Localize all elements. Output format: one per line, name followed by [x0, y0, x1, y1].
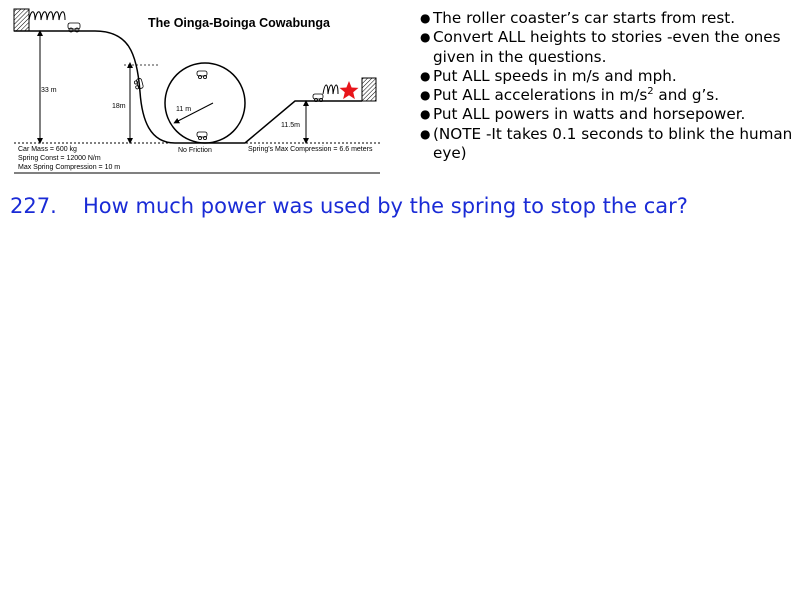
bullet-icon: ● [420, 68, 431, 83]
list-item: ● Put ALL accelerations in $m/s^2$ and g’s. [420, 86, 720, 105]
right-wall-block [362, 78, 376, 101]
bullet-icon: ● [420, 11, 431, 25]
question-number: 227. [10, 194, 57, 218]
loop-radius-label: 11 m [176, 106, 192, 113]
bullet-icon: ● [420, 107, 431, 122]
star-icon [340, 81, 359, 99]
bullet-icon: ● [420, 88, 431, 103]
list-item: ● Convert ALL heights to stories -even the ones given in the questions. [420, 28, 781, 66]
bullet-icon: ● [420, 30, 431, 45]
left-wall-block [14, 9, 29, 31]
height-33m-label: 33 m [41, 87, 57, 94]
list-item: ● Put ALL speeds in m/s and mph. [420, 66, 677, 85]
question [10, 194, 790, 218]
instruction-list [420, 9, 795, 163]
coaster-track [14, 31, 362, 143]
question-text: How much power was used by the spring to stop the car? [83, 194, 688, 218]
car-mass-label: Car Mass = 600 kg [18, 146, 77, 153]
list-item: ● Put ALL powers in watts and horsepower. [420, 105, 746, 124]
roller-coaster-diagram [0, 0, 400, 180]
coaster-car-icon [197, 71, 207, 79]
max-compression-label: Spring's Max Compression = 6.6 meters [248, 146, 373, 153]
height-18m-label: 18m [112, 103, 126, 110]
stopping-spring-icon [323, 85, 338, 94]
launch-spring-icon [29, 12, 65, 20]
no-friction-label: No Friction [178, 147, 212, 154]
spring-const-label: Spring Const = 12000 N/m [18, 155, 101, 162]
list-item: ● (NOTE -It takes 0.1 seconds to blink the human eye) [420, 124, 793, 163]
list-item: ● The roller coaster’s car starts from rest. [420, 9, 736, 27]
max-spring-compression-label: Max Spring Compression = 10 m [18, 164, 121, 171]
diagram-title: The Oinga-Boinga Cowabunga [148, 16, 330, 30]
bullet-icon: ● [420, 126, 431, 141]
height-11-5m-label: 11.5m [281, 122, 300, 129]
coaster-car-icon [197, 132, 207, 140]
